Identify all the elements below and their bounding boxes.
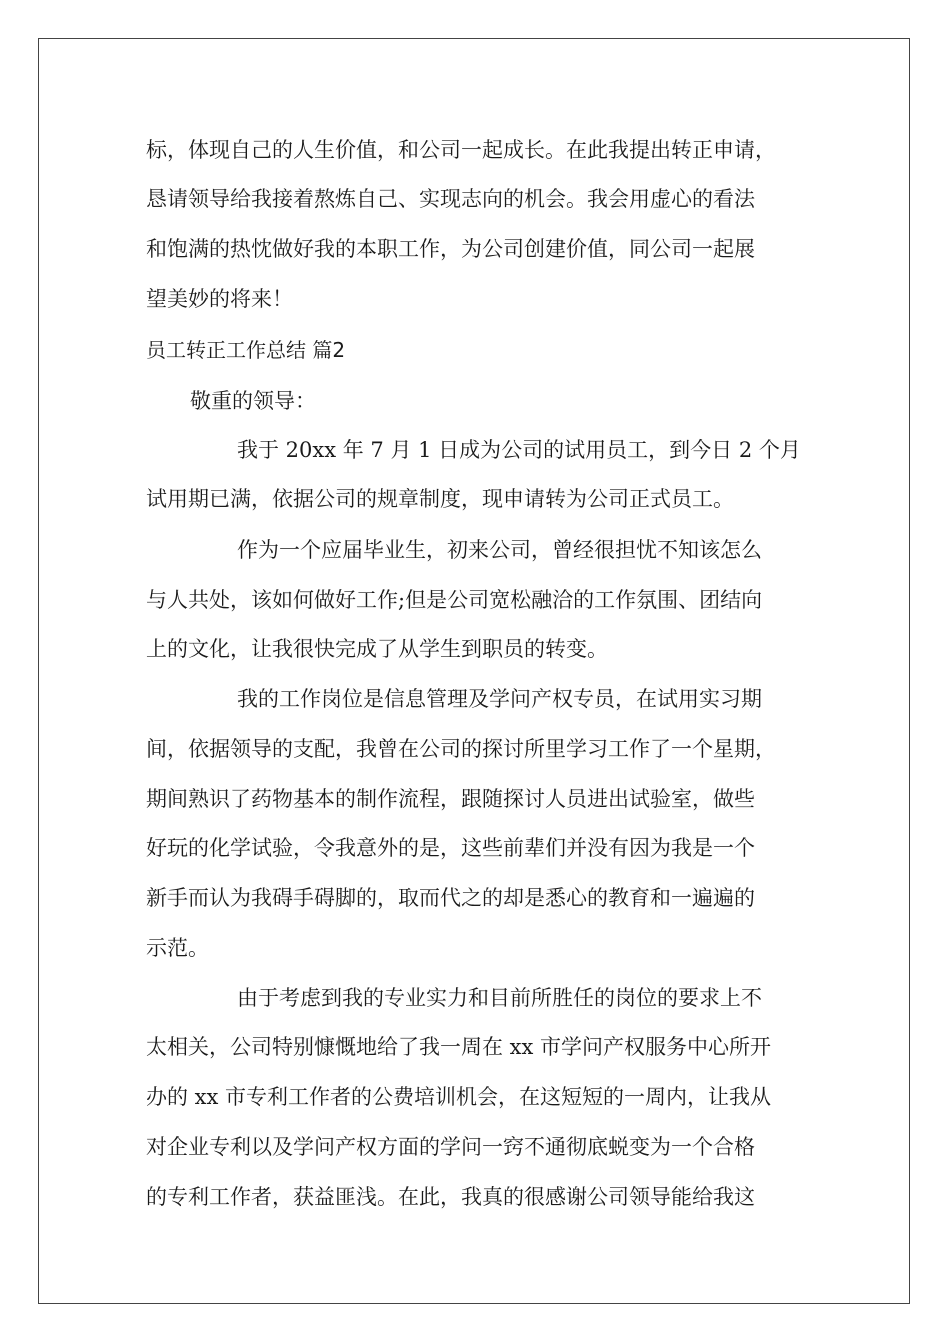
text-line: 好玩的化学试验，令我意外的是，这些前辈们并没有因为我是一个 [146,836,755,860]
salutation: 敬重的领导： [190,389,316,413]
text-line: 我于 20xx 年 7 月 1 日成为公司的试用员工，到今日 2 个月 [237,438,801,462]
text-line: 和饱满的热忱做好我的本职工作，为公司创建价值，同公司一起展 [146,237,755,261]
section-title: 员工转正工作总结 篇2 [146,338,346,362]
text-line: 新手而认为我碍手碍脚的，取而代之的却是悉心的教育和一遍遍的 [146,886,755,910]
text-line: 望美妙的将来！ [146,287,293,311]
text-line: 标，体现自己的人生价值，和公司一起成长。在此我提出转正申请， [146,138,776,162]
text-line: 上的文化，让我很快完成了从学生到职员的转变。 [146,637,608,661]
text-line: 与人共处，该如何做好工作;但是公司宽松融洽的工作氛围、团结向 [146,588,763,612]
text-line: 太相关，公司特别慷慨地给了我一周在 xx 市学问产权服务中心所开 [146,1035,772,1059]
text-line: 期间熟识了药物基本的制作流程，跟随探讨人员进出试验室，做些 [146,787,755,811]
text-line: 间，依据领导的支配，我曾在公司的探讨所里学习工作了一个星期， [146,737,776,761]
text-line: 办的 xx 市专利工作者的公费培训机会，在这短短的一周内，让我从 [146,1085,772,1109]
text-line: 由于考虑到我的专业实力和目前所胜任的岗位的要求上不 [237,986,762,1010]
text-line: 恳请领导给我接着熬炼自己、实现志向的机会。我会用虚心的看法 [146,187,755,211]
text-line: 我的工作岗位是信息管理及学问产权专员，在试用实习期 [237,687,762,711]
text-line: 示范。 [146,936,209,960]
text-line: 对企业专利以及学问产权方面的学问一窍不通彻底蜕变为一个合格 [146,1135,755,1159]
text-line: 作为一个应届毕业生，初来公司，曾经很担忧不知该怎么 [237,538,762,562]
page-border [38,38,910,1304]
text-line: 的专利工作者，获益匪浅。在此，我真的很感谢公司领导能给我这 [146,1185,755,1209]
text-line: 试用期已满，依据公司的规章制度，现申请转为公司正式员工。 [146,487,734,511]
